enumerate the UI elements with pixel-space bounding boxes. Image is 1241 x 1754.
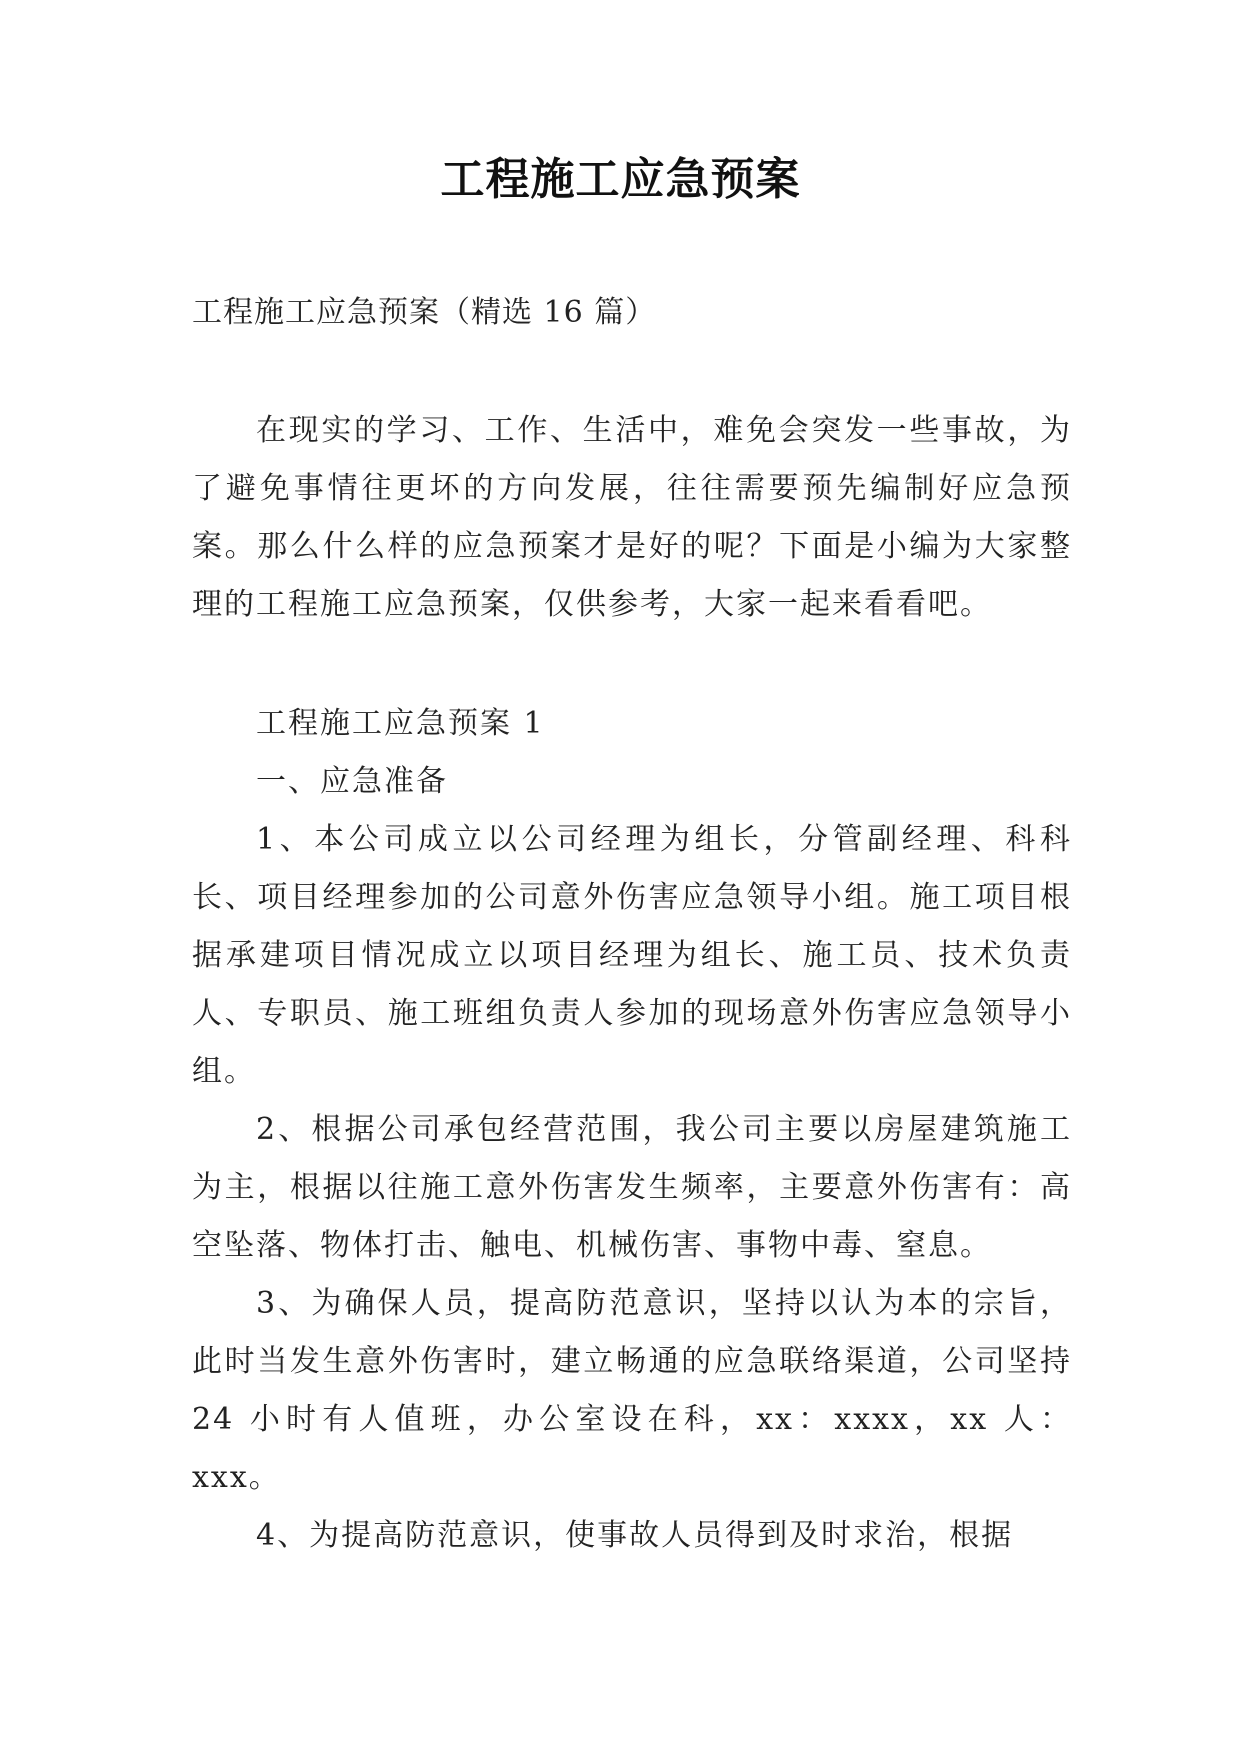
intro-block bbox=[192, 402, 1072, 634]
section-block bbox=[192, 695, 1072, 1565]
section-heading: 工程施工应急预案 1 bbox=[256, 706, 545, 741]
section-subheading: 一、应急准备 bbox=[256, 764, 448, 799]
intro-paragraph: 在现实的学习、工作、生活中，难免会突发一些事故，为了避免事情往更坏的方向发展，往往需要预先编制好应急预案。那么什么样的应急预案才是好的呢？下面是小编为大家整理的工程施工应急预案，仅供参考，大家一起来看看吧。 bbox=[192, 413, 1072, 622]
section-paragraph-2: 2、根据公司承包经营范围，我公司主要以房屋建筑施工为主，根据以往施工意外伤害发生频率，主要意外伤害有：高空坠落、物体打击、触电、机械伤害、事物中毒、窒息。 bbox=[192, 1112, 1072, 1263]
document-title: 工程施工应急预案 bbox=[440, 154, 801, 205]
section-paragraph-3: 3、为确保人员，提高防范意识，坚持以认为本的宗旨，此时当发生意外伤害时，建立畅通的应急联络渠道，公司坚持 24 小时有人值班，办公室设在科，xx：xxxx，xx 人：xxx。 bbox=[192, 1286, 1072, 1495]
section-paragraph-1: 1、本公司成立以公司经理为组长，分管副经理、科科长、项目经理参加的公司意外伤害应急领导小组。施工项目根据承建项目情况成立以项目经理为组长、施工员、技术负责人、专职员、施工班组负责人参加的现场意外伤害应急领导小组。 bbox=[192, 822, 1072, 1089]
section-paragraph-4: 4、为提高防范意识，使事故人员得到及时求治，根据 bbox=[256, 1518, 1014, 1553]
document-subtitle: 工程施工应急预案（精选 16 篇） bbox=[192, 295, 657, 330]
